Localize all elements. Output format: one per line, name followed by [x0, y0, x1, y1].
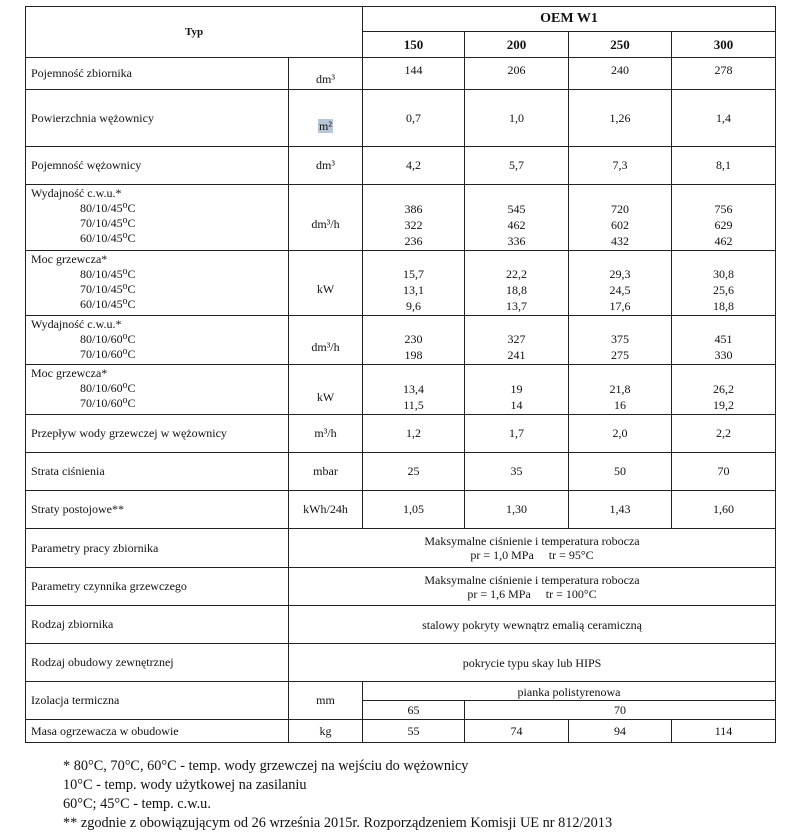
value-cell: 7,3: [569, 147, 672, 185]
value-stack: [672, 316, 776, 365]
value-stack: [465, 365, 569, 415]
row-pojemnosc-wezownicy: [26, 147, 776, 185]
value: 432: [611, 234, 630, 248]
value: 21,8: [609, 382, 631, 396]
unit-cell: [289, 90, 363, 147]
value: 198: [404, 348, 423, 362]
row-przeplyw: [26, 415, 776, 453]
value: 22,2: [506, 267, 528, 281]
unit-cell: dm³: [289, 147, 363, 185]
value: 545: [507, 202, 526, 216]
value-cell: 1,30: [465, 491, 569, 529]
value: 241: [507, 348, 526, 362]
value: 629: [714, 218, 733, 232]
merged-cell: [289, 529, 776, 568]
param-label: Izolacja termiczna: [26, 682, 289, 720]
param-label: Wydajność c.w.u.*: [31, 317, 122, 331]
param-label-group: [26, 316, 289, 365]
header-size-300: 300: [672, 32, 776, 58]
header-model: OEM W1: [363, 7, 776, 32]
unit-cell: mbar: [289, 453, 363, 491]
param-label: Parametry czynnika grzewczego: [26, 568, 289, 606]
value: 13,1: [403, 283, 425, 297]
param-label: Wydajność c.w.u.*: [31, 186, 122, 200]
value: 16: [614, 398, 627, 412]
value: 275: [611, 348, 630, 362]
value: 236: [404, 234, 423, 248]
value: 25,6: [713, 283, 735, 297]
param-label: Moc grzewcza*: [31, 252, 108, 266]
param-label: Parametry pracy zbiornika: [26, 529, 289, 568]
param-label: Rodzaj zbiornika: [26, 606, 289, 644]
value: 24,5: [609, 283, 631, 297]
footnote: 60°C; 45°C - temp. c.w.u.: [63, 796, 211, 812]
param-label: Powierzchnia wężownicy: [26, 90, 289, 147]
value-cell: 94: [569, 720, 672, 743]
value-stack: [569, 185, 672, 251]
param-label: Masa ogrzewacza w obudowie: [26, 720, 289, 743]
value-cell: 144: [363, 58, 465, 90]
param-sublabel: 70/10/60⁰C: [80, 396, 136, 410]
value: 327: [507, 332, 526, 346]
value-cell: 0,7: [363, 90, 465, 147]
unit-cell: kWh/24h: [289, 491, 363, 529]
param-sublabel: 60/10/45⁰C: [80, 297, 136, 311]
insulation-thickness-rest: 70: [465, 701, 776, 720]
merged-cell: [289, 568, 776, 606]
param-label: Moc grzewcza*: [31, 366, 108, 380]
value-stack: [465, 251, 569, 316]
footnote: * 80°C, 70°C, 60°C - temp. wody grzewczej na wejściu do wężownicy: [63, 758, 469, 774]
header-size-200: 200: [465, 32, 569, 58]
value-stack: [569, 316, 672, 365]
param-sublabel: 80/10/60⁰C: [80, 381, 136, 395]
value-cell: 1,2: [363, 415, 465, 453]
value-cell: 1,4: [672, 90, 776, 147]
header-typ: Typ: [26, 7, 363, 58]
unit-highlight: m²: [319, 119, 332, 133]
merged-line: Maksymalne ciśnienie i temperatura robocza: [424, 534, 640, 548]
param-sublabel: 70/10/45⁰C: [80, 216, 136, 230]
value: 462: [507, 218, 526, 232]
value: 29,3: [609, 267, 631, 281]
unit-cell: m³/h: [289, 415, 363, 453]
row-wydajnosc-60: [26, 316, 776, 365]
value: 11,5: [403, 398, 424, 412]
row-izolacja: [26, 682, 776, 701]
param-sublabel: 70/10/60⁰C: [80, 347, 136, 361]
value: 18,8: [713, 299, 735, 313]
value-cell: 50: [569, 453, 672, 491]
value: 18,8: [506, 283, 528, 297]
footnote: ** zgodnie z obowiązującym od 26 września 2015r. Rozporządzeniem Komisji UE nr 812/2013: [63, 815, 613, 831]
row-parametry-czynnika: [26, 568, 776, 606]
row-rodzaj-zbiornika: [26, 606, 776, 644]
row-wydajnosc-45: [26, 185, 776, 251]
value-cell: 25: [363, 453, 465, 491]
param-sublabel: 60/10/45⁰C: [80, 231, 136, 245]
value-stack: [363, 365, 465, 415]
value-cell: 55: [363, 720, 465, 743]
value-cell: 278: [672, 58, 776, 90]
row-moc-45: [26, 251, 776, 316]
param-label: Pojemność zbiornika: [26, 58, 289, 90]
row-strata-cisnienia: [26, 453, 776, 491]
unit-cell: kW: [289, 251, 363, 316]
row-parametry-pracy: [26, 529, 776, 568]
param-label: Pojemność wężownicy: [26, 147, 289, 185]
row-rodzaj-obudowy: [26, 644, 776, 682]
value-cell: 8,1: [672, 147, 776, 185]
param-label-group: [26, 251, 289, 316]
row-straty-postojowe: [26, 491, 776, 529]
param-label: Przepływ wody grzewczej w wężownicy: [26, 415, 289, 453]
value: 720: [611, 202, 630, 216]
value-cell: 1,7: [465, 415, 569, 453]
value-cell: 1,26: [569, 90, 672, 147]
value: 602: [611, 218, 630, 232]
value: 230: [404, 332, 423, 346]
value: 13,7: [506, 299, 528, 313]
value-stack: [569, 365, 672, 415]
value-cell: 114: [672, 720, 776, 743]
insulation-material: pianka polistyrenowa: [363, 682, 776, 701]
unit-cell: mm: [289, 682, 363, 720]
value-cell: 74: [465, 720, 569, 743]
unit-cell: dm³/h: [289, 185, 363, 251]
value: 375: [611, 332, 630, 346]
insulation-thickness-150: 65: [363, 701, 465, 720]
row-powierzchnia-wezownicy: [26, 90, 776, 147]
value-cell: 240: [569, 58, 672, 90]
value: 462: [714, 234, 733, 248]
value-stack: [465, 185, 569, 251]
value-stack: [672, 365, 776, 415]
value-stack: [672, 185, 776, 251]
param-label-group: [26, 365, 289, 415]
param-label-group: [26, 185, 289, 251]
value-stack: [363, 185, 465, 251]
value-cell: 35: [465, 453, 569, 491]
param-sublabel: 80/10/45⁰C: [80, 201, 136, 215]
value-cell: 1,0: [465, 90, 569, 147]
param-label: Rodzaj obudowy zewnętrznej: [26, 644, 289, 682]
value: 386: [404, 202, 423, 216]
footnote: 10°C - temp. wody użytkowej na zasilaniu: [63, 777, 307, 793]
row-pojemnosc-zbiornika: [26, 58, 776, 90]
value: 9,6: [406, 299, 422, 313]
value-stack: [672, 251, 776, 316]
value: 26,2: [713, 382, 735, 396]
value-stack: [569, 251, 672, 316]
value-cell: 2,2: [672, 415, 776, 453]
param-label: Straty postojowe**: [26, 491, 289, 529]
spec-table: [25, 6, 776, 743]
value-cell: 70: [672, 453, 776, 491]
param-sublabel: 80/10/45⁰C: [80, 267, 136, 281]
merged-cell: pokrycie typu skay lub HIPS: [289, 644, 776, 682]
value-cell: 5,7: [465, 147, 569, 185]
unit-cell: dm³: [289, 58, 363, 90]
value: 336: [507, 234, 526, 248]
value: 17,6: [609, 299, 631, 313]
value: 19: [510, 382, 523, 396]
header-size-150: 150: [363, 32, 465, 58]
value: 19,2: [713, 398, 735, 412]
value-stack: [363, 316, 465, 365]
value: 30,8: [713, 267, 735, 281]
value: 451: [714, 332, 733, 346]
unit-cell: kW: [289, 365, 363, 415]
value-cell: 1,43: [569, 491, 672, 529]
merged-line: pr = 1,6 MPa tr = 100°C: [467, 586, 597, 601]
value: 330: [714, 348, 733, 362]
value-stack: [363, 251, 465, 316]
footnotes: [63, 757, 612, 833]
value: 13,4: [403, 382, 425, 396]
merged-line: Maksymalne ciśnienie i temperatura robocza: [424, 572, 640, 587]
value-cell: 1,60: [672, 491, 776, 529]
unit-cell: kg: [289, 720, 363, 743]
value-stack: [465, 316, 569, 365]
value: 14: [510, 398, 523, 412]
value: 322: [404, 218, 423, 232]
value: 15,7: [403, 267, 425, 281]
param-label: Strata ciśnienia: [26, 453, 289, 491]
unit-cell: dm³/h: [289, 316, 363, 365]
param-sublabel: 80/10/60⁰C: [80, 332, 136, 346]
param-sublabel: 70/10/45⁰C: [80, 282, 136, 296]
merged-cell: stalowy pokryty wewnątrz emalią ceramiczną: [289, 606, 776, 644]
value: 756: [714, 202, 733, 216]
merged-line: pr = 1,0 MPa tr = 95°C: [470, 548, 594, 562]
value-cell: 1,05: [363, 491, 465, 529]
row-masa: [26, 720, 776, 743]
header-size-250: 250: [569, 32, 672, 58]
value-cell: 4,2: [363, 147, 465, 185]
row-moc-60: [26, 365, 776, 415]
value-cell: 206: [465, 58, 569, 90]
value-cell: 2,0: [569, 415, 672, 453]
